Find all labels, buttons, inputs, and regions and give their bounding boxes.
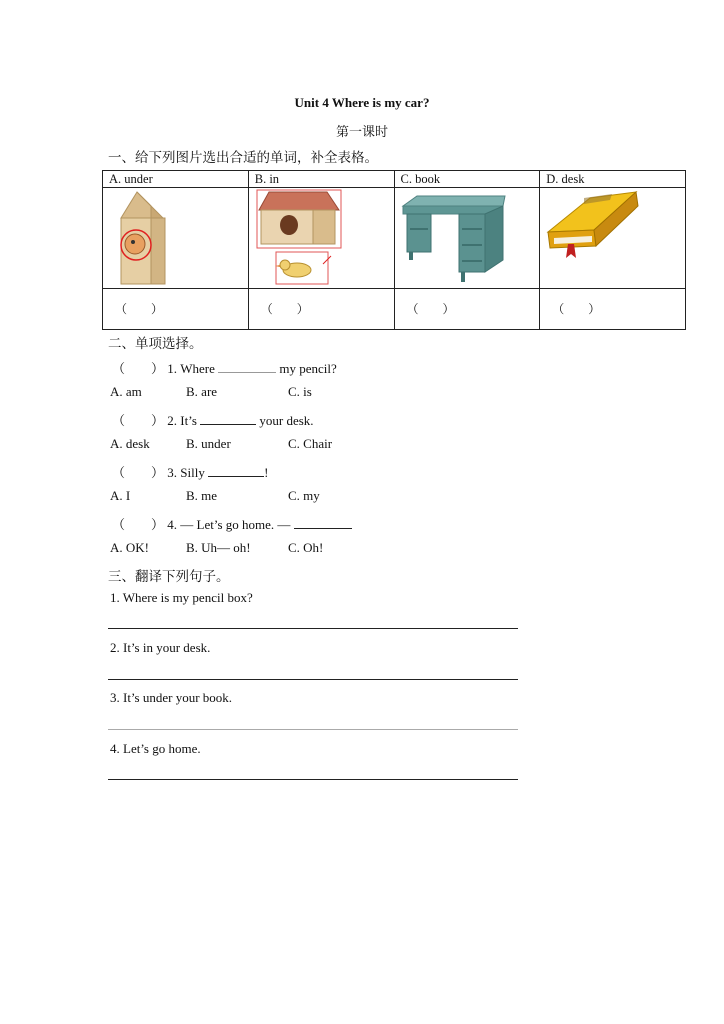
section1-heading: 一、给下列图片选出合适的单词，补全表格。 — [108, 150, 378, 165]
fill-blank-4[interactable] — [294, 516, 352, 529]
q4-option-c: C. Oh! — [288, 540, 324, 555]
answer-line-3[interactable] — [108, 729, 518, 730]
translate-sentence-1: 1. Where is my pencil box? — [110, 590, 253, 605]
book-image — [540, 188, 685, 288]
fill-blank-1[interactable] — [218, 360, 276, 373]
question-2: （ ） 2. It’s your desk. — [112, 413, 314, 428]
q3-option-b: B. me — [186, 488, 218, 503]
answer-paren-3[interactable]: （ ） — [112, 465, 165, 480]
answer-paren-2[interactable]: （ ） — [112, 413, 165, 428]
option-b-label: B. in — [248, 171, 394, 188]
question-1: （ ） 1. Where my pencil? — [112, 361, 337, 376]
q4-option-b: B. Uh— oh! — [186, 540, 251, 555]
question-4: （ ） 4. — Let’s go home. — — [112, 514, 352, 533]
fill-blank-3[interactable] — [208, 464, 264, 477]
answer-blank-4[interactable]: （ ） — [540, 289, 686, 330]
q1-option-b: B. are — [186, 384, 218, 399]
bird-in-tall-birdhouse-image — [103, 188, 248, 288]
q4-option-a: A. OK! — [110, 540, 149, 555]
answer-blank-2[interactable]: （ ） — [248, 289, 394, 330]
question-3: （ ） 3. Silly ! — [112, 465, 269, 480]
picture-cell-3 — [394, 188, 540, 289]
page-title: Unit 4 Where is my car? — [294, 95, 430, 110]
section2-heading: 二、单项选择。 — [108, 336, 203, 351]
answer-line-1[interactable] — [108, 628, 518, 629]
q2-option-c: C. Chair — [288, 436, 333, 451]
translate-sentence-2: 2. It’s in your desk. — [110, 640, 211, 655]
q3-option-c: C. my — [288, 488, 320, 503]
q1-option-c: C. is — [288, 384, 312, 399]
translate-sentence-4: 4. Let’s go home. — [110, 741, 201, 756]
picture-table — [102, 170, 686, 330]
answer-paren-1[interactable]: （ ） — [112, 361, 165, 376]
q2-option-a: A. desk — [110, 436, 150, 451]
fill-blank-2[interactable] — [200, 412, 256, 425]
answer-blank-3[interactable]: （ ） — [394, 289, 540, 330]
option-a-label: A. under — [103, 171, 249, 188]
q3-option-a: A. I — [110, 488, 131, 503]
option-d-label: D. desk — [540, 171, 686, 188]
translate-sentence-3: 3. It’s under your book. — [110, 690, 233, 705]
picture-cell-1 — [103, 188, 249, 289]
answer-paren-4[interactable]: （ ） — [112, 517, 165, 532]
section3-heading: 三、翻译下列句子。 — [108, 569, 230, 584]
picture-cell-2 — [248, 188, 394, 289]
picture-cell-4 — [540, 188, 686, 289]
q2-option-b: B. under — [186, 436, 231, 451]
bird-outside-birdhouse-image — [249, 188, 394, 288]
answer-line-2[interactable] — [108, 679, 518, 680]
option-c-label: C. book — [394, 171, 540, 188]
lesson-subtitle: 第一课时 — [335, 124, 388, 139]
q1-option-a: A. am — [110, 384, 142, 399]
answer-line-4[interactable] — [108, 779, 518, 780]
answer-blank-1[interactable]: （ ） — [103, 289, 249, 330]
desk-image — [395, 188, 540, 288]
